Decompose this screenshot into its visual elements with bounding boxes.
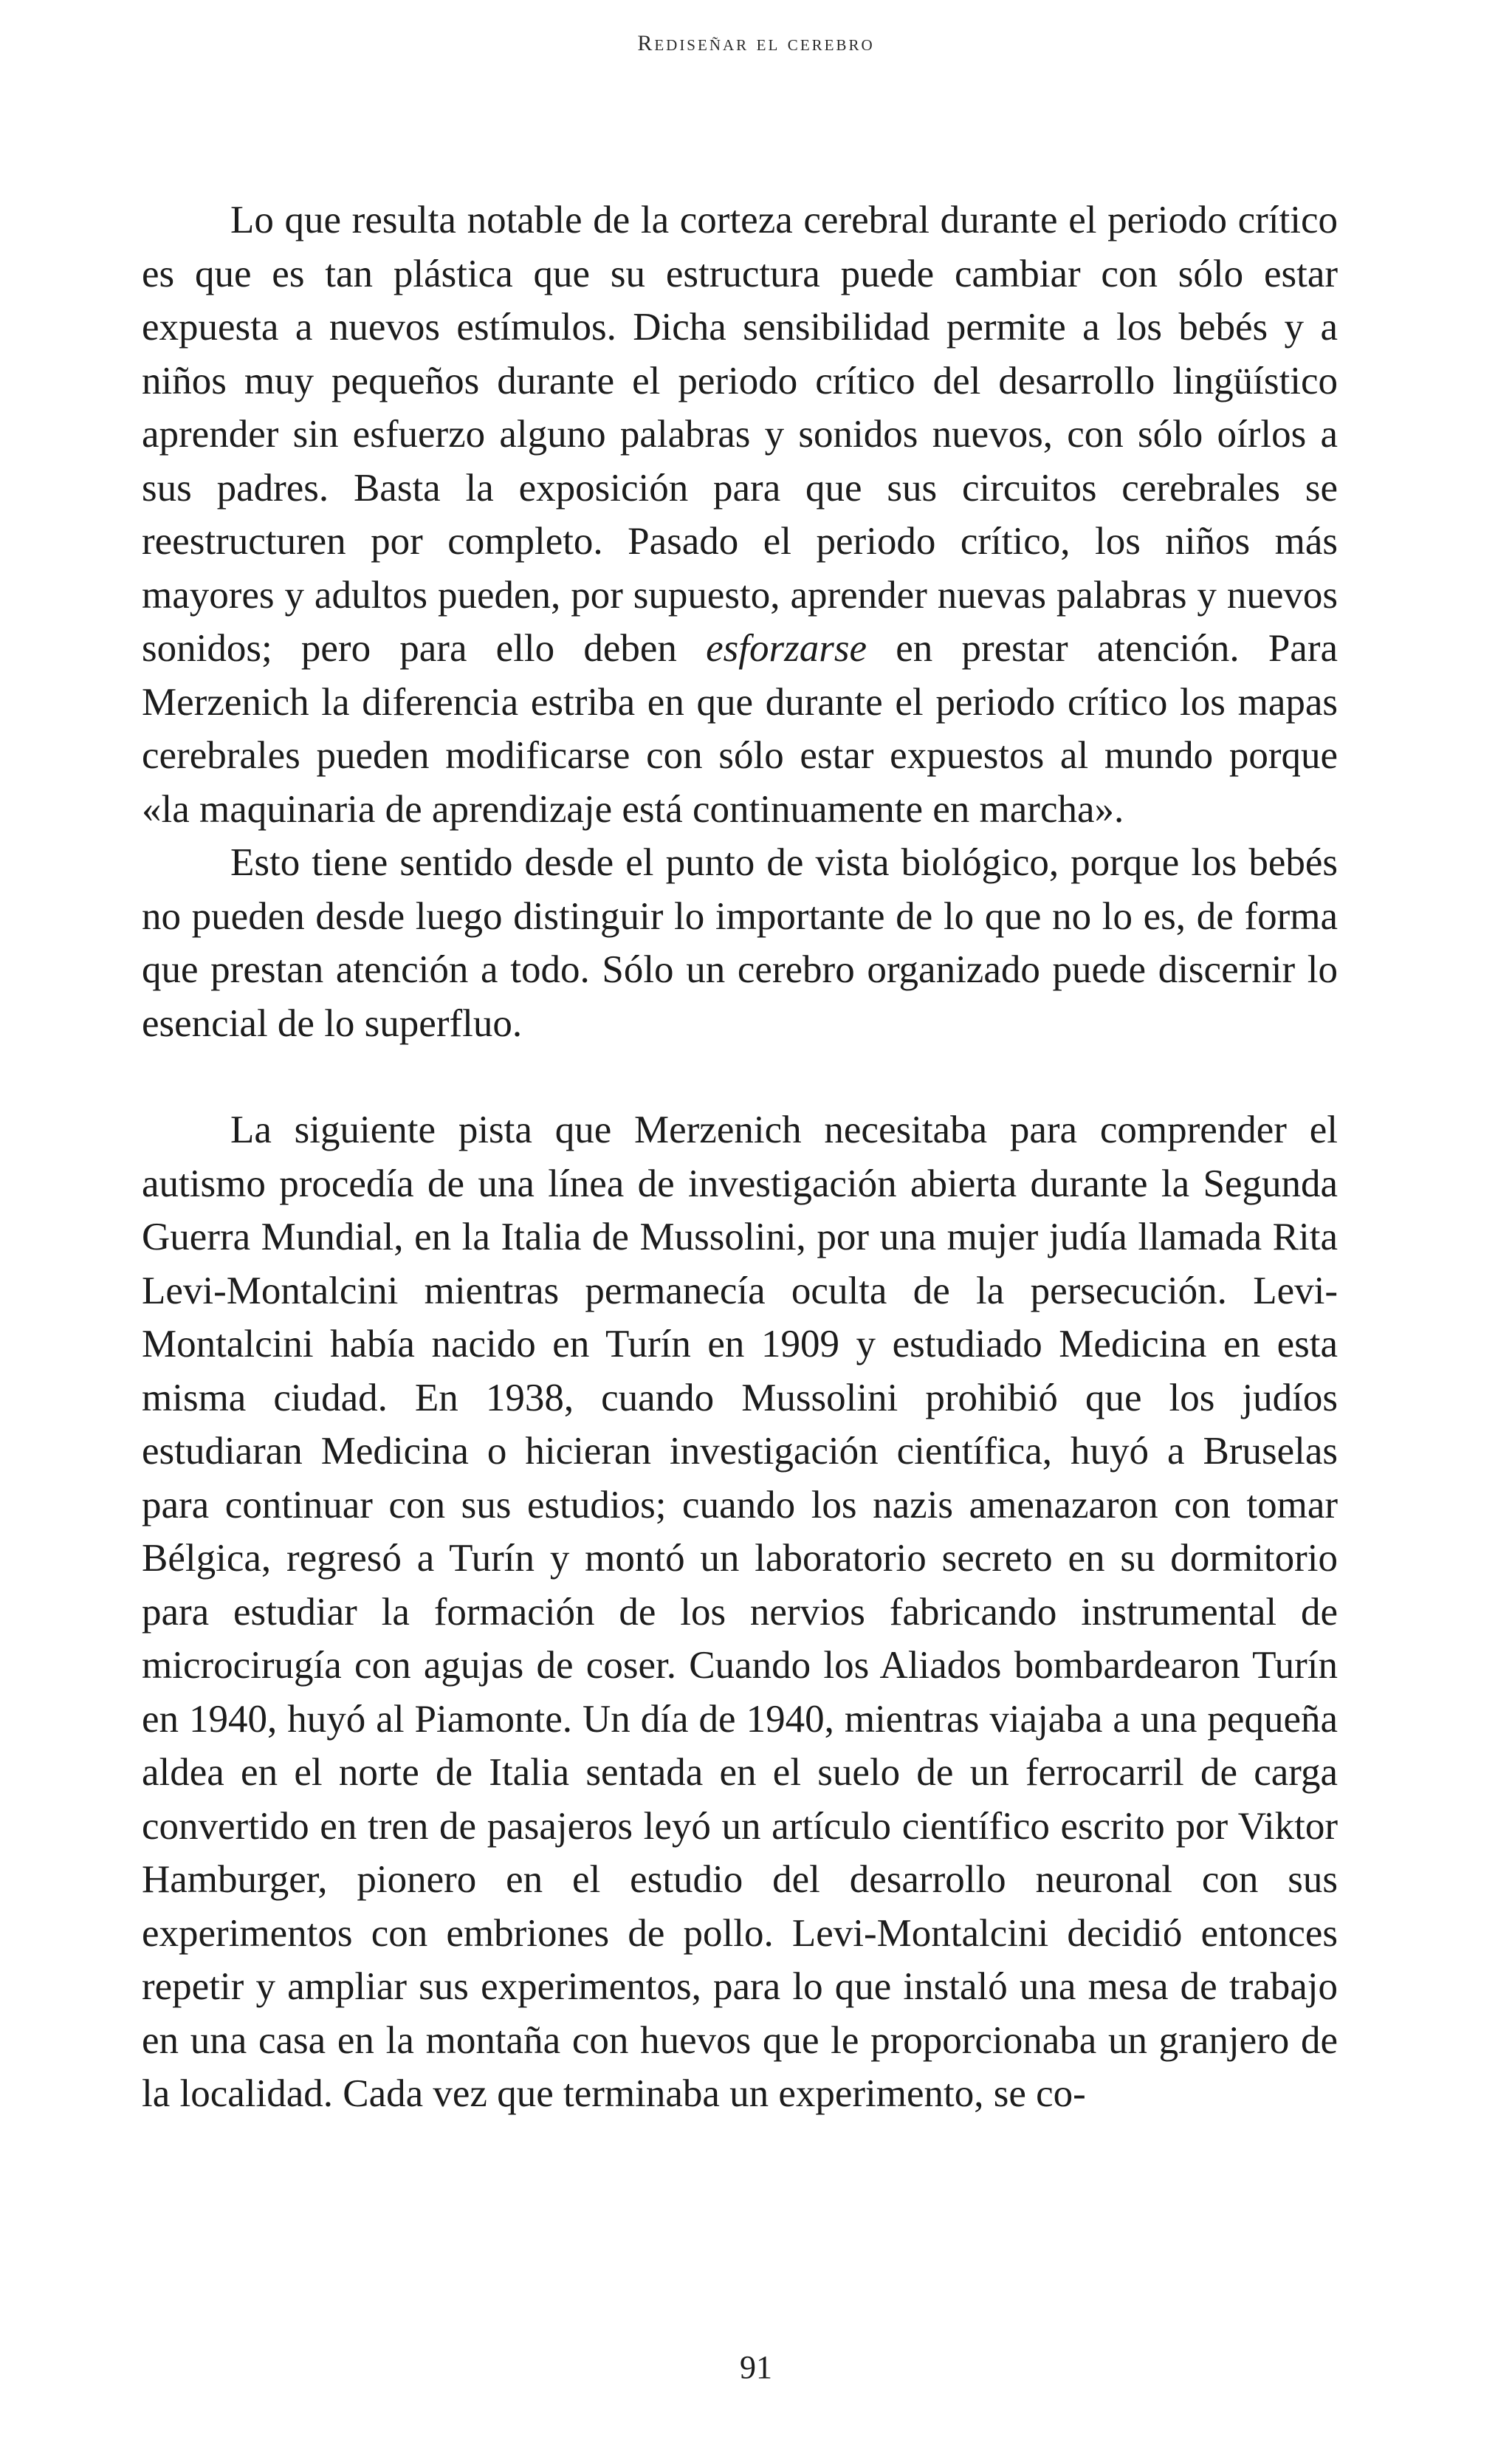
paragraph-sentido-biologico: Esto tiene sentido desde el punto de vista biológico, porque los bebés no pueden desde luego distinguir lo importante de lo que no lo es, de forma que prestan atención a todo. Sólo un cerebro organizado puede discernir lo esencial de lo superfluo. <box>142 841 1338 1045</box>
paragraph-periodo-critico <box>142 193 1338 836</box>
page-number: 91 <box>740 2349 772 2385</box>
paragraph-text: Lo que resulta notable de la corteza cerebral durante el periodo crítico es que es tan plástica que su estructura puede cambiar con sólo estar expuesta a nuevos estímulos. Dicha sensibilidad permite a los bebés y a niños muy pequeños durante el periodo crítico del desarrollo lingüístico aprender sin esfuerzo alguno palabras y sonidos nuevos, con sólo oírlos a sus padres. Basta la exposición para que sus circuitos cerebrales se reestructuren por completo. Pasado el periodo crítico, los niños más mayores y adultos pueden, por supuesto, aprender nuevas palabras y nuevos sonidos; pero para ello deben <box>142 199 1338 670</box>
page-body <box>142 193 1338 2121</box>
emphasized-word: esforzarse <box>706 627 867 670</box>
paragraph-text: en prestar atención. Para Merzenich la diferencia estriba en que durante el periodo crítico los mapas cerebrales pueden modificarse con sólo estar expuestos al mundo porque «la maquinaria de aprendizaje está continuamente en marcha». <box>142 627 1338 831</box>
running-head: Rediseñar el cerebro <box>637 31 875 55</box>
paragraph-levi-montalcini: La siguiente pista que Merzenich necesitaba para comprender el autismo procedía de una línea de investigación abierta durante la Segunda Guerra Mundial, en la Italia de Mussolini, por una mujer judía llamada Rita Levi-Montalcini mientras permanecía oculta de la persecución. Levi-Montalcini había nacido en Turín en 1909 y estudiado Medicina en esta misma ciudad. En 1938, cuando Mussolini prohibió que los judíos estudiaran Medicina o hicieran investigación científica, huyó a Bruselas para continuar con sus estudios; cuando los nazis amenazaron con tomar Bélgica, regresó a Turín y montó un laboratorio secreto en su dormitorio para estudiar la formación de los nervios fabricando instrumental de microcirugía con agujas de coser. Cuando los Aliados bombardearon Turín en 1940, huyó al Piamonte. Un día de 1940, mientras viajaba a una pequeña aldea en el norte de Italia sentada en el suelo de un ferrocarril de carga convertido en tren de pasajeros leyó un artículo científico escrito por Viktor Hamburger, pionero en el estudio del desarrollo neuronal con sus experimentos con embriones de pollo. Levi-Montalcini decidió entonces repetir y ampliar sus experimentos, para lo que instaló una mesa de trabajo en una casa en la montaña con huevos que le proporcionaba un granjero de la localidad. Cada vez que terminaba un experimento, se co- <box>142 1108 1338 2115</box>
